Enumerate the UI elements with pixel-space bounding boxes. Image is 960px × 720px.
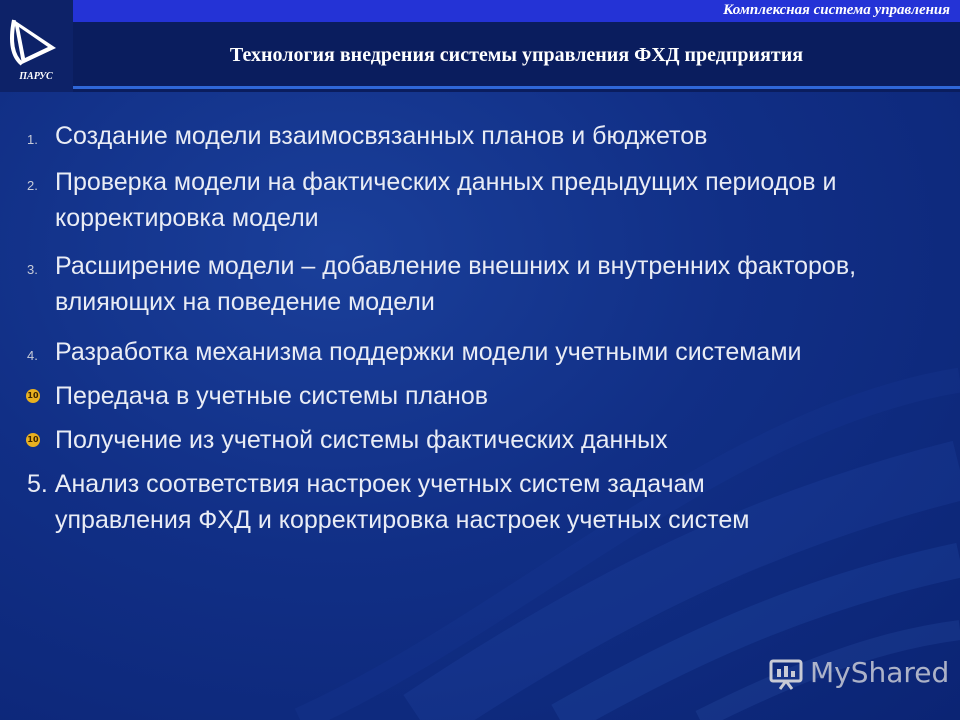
page-title: Технология внедрения системы управления ФХД предприятия (229, 44, 804, 66)
bullet-badge-icon: 10 (26, 433, 40, 447)
list-item (0, 334, 960, 378)
content-list (0, 118, 960, 546)
list-item (0, 118, 960, 164)
item-number: 2. (27, 178, 38, 193)
sail-logo-icon (0, 0, 73, 92)
item-text: Расширение модели – добавление внешних и внутренних факторов, влияющих на поведение модели (55, 252, 857, 316)
list-item (0, 164, 960, 248)
top-strip (73, 0, 960, 22)
list-item (0, 422, 960, 466)
item-text: Проверка модели на фактических данных предыдущих периодов и корректировка модели (55, 168, 837, 232)
logo (0, 0, 73, 92)
item-text: Создание модели взаимосвязанных планов и бюджетов (55, 122, 708, 150)
bullet-badge-icon: 10 (26, 389, 40, 403)
item-text: Получение из учетной системы фактических данных (55, 426, 668, 454)
list-item (0, 248, 960, 334)
system-label: Комплексная система управления (723, 2, 950, 18)
header-bar (0, 0, 960, 92)
item-number: 4. (27, 348, 38, 363)
header-divider (73, 86, 960, 89)
item-text-line: 5. Анализ соответствия настроек учетных систем задачам (27, 470, 705, 498)
item-number: 3. (27, 262, 38, 277)
watermark-text: MyShared (810, 656, 950, 689)
item-text (27, 466, 907, 538)
item-number: 1. (27, 132, 38, 147)
item-text: Передача в учетные системы планов (55, 382, 489, 410)
item-text-line: управления ФХД и корректировка настроек учетных систем (55, 506, 750, 534)
watermark (768, 655, 950, 695)
logo-text: ПАРУС (19, 71, 53, 82)
presentation-board-icon (768, 655, 804, 691)
list-item (0, 378, 960, 422)
item-text: Разработка механизма поддержки модели учетными системами (55, 338, 802, 366)
list-item (0, 466, 960, 546)
